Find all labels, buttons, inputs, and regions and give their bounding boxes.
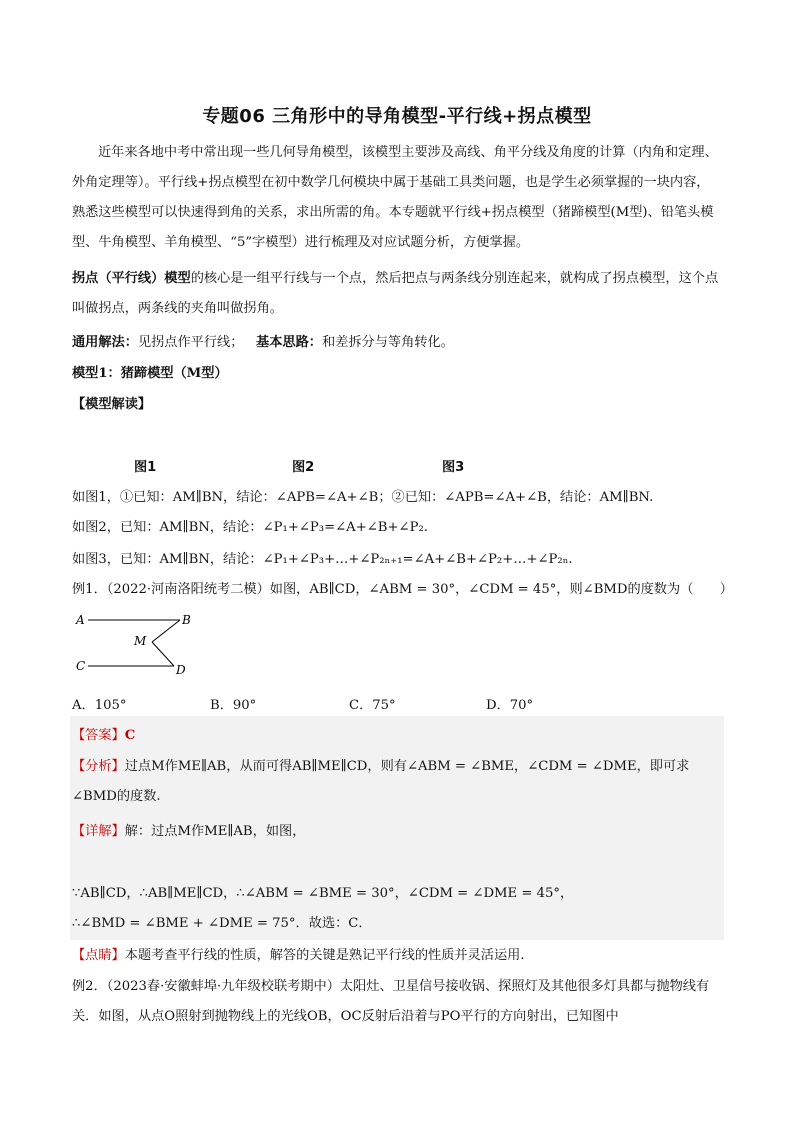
detail-text: 解：过点M作ME∥AB，如图， bbox=[124, 824, 306, 839]
turning-point-definition bbox=[72, 264, 722, 324]
point-m-label: M bbox=[134, 634, 147, 648]
segment-md bbox=[152, 642, 174, 666]
analysis-label: 【分析】 bbox=[72, 759, 125, 774]
model-reading-heading: 【模型解读】 bbox=[72, 397, 152, 412]
model1-conclusion-1: 如图1，①已知：AM∥BN，结论：∠APB=∠A+∠B；②已知：∠APB=∠A+∠B，结论：AM∥BN. bbox=[72, 490, 654, 505]
intro-paragraph: 近年来各地中考中常出现一些几何导角模型，该模型主要涉及高线、角平分线及角度的计算（内角和定理、外角定理等）。平行线+拐点模型在初中数学几何模块中属于基础工具类问题，也是学生必须掌握的一块内容，熟悉这些模型可以快速得到角的关系，求出所需的角。本专题就平行线+拐点模型（猪蹄模型(M型)、铅笔头模型、牛角模型、羊角模型、“5”字模型）进行梳理及对应试题分析，方便掌握。 bbox=[72, 145, 718, 250]
idea-label: 基本思路： bbox=[256, 335, 322, 350]
definition-term: 拐点（平行线）模型 bbox=[72, 271, 191, 286]
segment-bm bbox=[152, 620, 180, 642]
solution-step-1: ∵AB∥CD，∴AB∥ME∥CD，∴∠ABM = ∠BME = 30°，∠CDM = ∠DME = 45°， bbox=[72, 886, 574, 901]
point-b-label: B bbox=[182, 613, 191, 627]
option-d: D．70° bbox=[486, 698, 534, 713]
answer-label: 【答案】 bbox=[72, 728, 125, 743]
note-label: 【点睛】 bbox=[72, 948, 125, 963]
note-line bbox=[72, 944, 525, 963]
definition-text: 的核心是一组平行线与一个点，然后把点与两条线分别连起来，就构成了拐点模型，这个点叫做拐点，两条线的夹角叫做拐角。 bbox=[72, 271, 719, 316]
analysis-paragraph bbox=[72, 752, 722, 812]
page-title: 专题06 三角形中的导角模型-平行线+拐点模型 bbox=[202, 106, 592, 127]
answer-value: C bbox=[124, 728, 136, 743]
model1-conclusion-3: 如图3，已知：AM∥BN，结论：∠P₁+∠P₃+…+∠P₂ₙ₊₁=∠A+∠B+∠P₂+…+∠P₂ₙ. bbox=[72, 552, 573, 567]
method-line bbox=[72, 331, 454, 350]
method-text: 见拐点作平行线； bbox=[137, 335, 244, 350]
method-label: 通用解法： bbox=[72, 335, 138, 350]
model1-heading: 模型1：猪蹄模型（M型） bbox=[72, 366, 228, 381]
point-a-label: A bbox=[76, 613, 85, 627]
example2-question: 例2．（2023春·安徽蚌埠·九年级校联考期中）太阳灶、卫星信号接收锅、探照灯及其他很多灯具都与抛物线有关．如图，从点O照射到抛物线上的光线OB，OC反射后沿着与PO平行的方向射出，已知图中 bbox=[72, 979, 710, 1024]
option-c: C．75° bbox=[349, 698, 396, 713]
example1-diagram bbox=[74, 608, 204, 678]
idea-text: 和差拆分与等角转化。 bbox=[321, 335, 454, 350]
example1-question: 例1．（2022·河南洛阳统考二模）如图，AB∥CD，∠ABM = 30°，∠CDM = 45°，则∠BMD的度数为（ ） bbox=[72, 582, 733, 597]
option-a: A．105° bbox=[72, 698, 127, 713]
figure-label-3: 图3 bbox=[442, 460, 465, 475]
option-b: B．90° bbox=[210, 698, 257, 713]
figure-label-1: 图1 bbox=[134, 460, 157, 475]
detail-line bbox=[72, 820, 305, 839]
model1-conclusion-2: 如图2，已知：AM∥BN，结论：∠P₁+∠P₃=∠A+∠B+∠P₂. bbox=[72, 520, 428, 535]
detail-label: 【详解】 bbox=[72, 824, 125, 839]
point-c-label: C bbox=[76, 659, 86, 673]
answer-line bbox=[72, 724, 135, 743]
figure-label-2: 图2 bbox=[292, 460, 315, 475]
note-text: 本题考查平行线的性质，解答的关键是熟记平行线的性质并灵活运用. bbox=[124, 948, 525, 963]
point-d-label: D bbox=[176, 663, 186, 677]
solution-step-2: ∴∠BMD = ∠BME + ∠DME = 75°．故选：C． bbox=[72, 916, 372, 931]
analysis-text: 过点M作ME∥AB，从而可得AB∥ME∥CD，则有∠ABM = ∠BME，∠CDM = ∠DME，即可求∠BMD的度数. bbox=[72, 759, 690, 804]
